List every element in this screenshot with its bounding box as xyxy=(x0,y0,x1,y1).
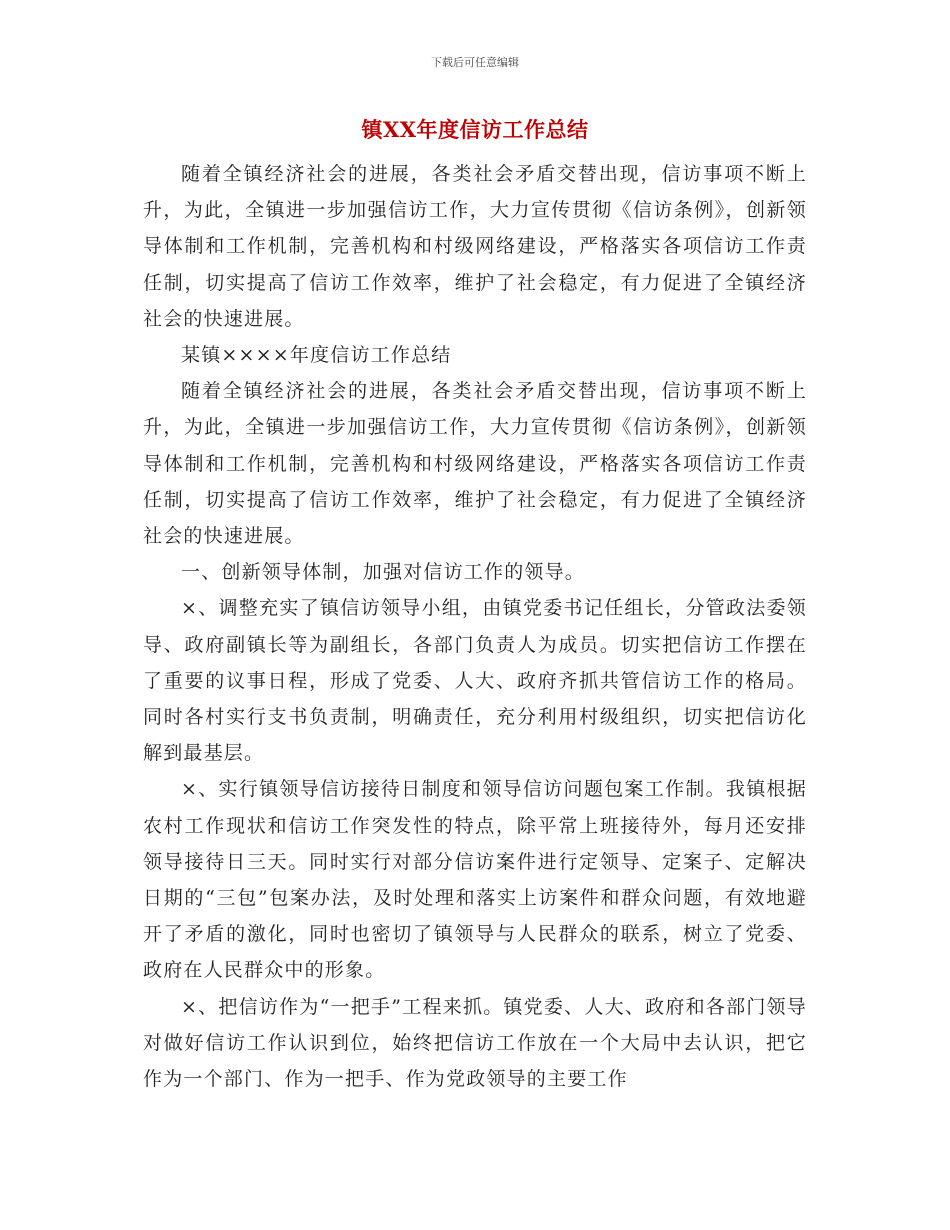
document-body xyxy=(143,156,807,1097)
header-note: 下载后可任意编辑 xyxy=(431,56,519,69)
paragraph-subtitle: 某镇××××年度信访工作总结 xyxy=(181,344,452,367)
section-heading-1: 一、创新领导体制，加强对信访工作的领导。 xyxy=(181,561,586,584)
paragraph-intro: 随着全镇经济社会的进展，各类社会矛盾交替出现，信访事项不断上升，为此，全镇进一步加强信访工作，大力宣传贯彻《信访条例》，创新领导体制和工作机制，完善机构和村级网络建设，严格落实各项信访工作责任制，切实提高了信访工作效率，维护了社会稳定，有力促进了全镇经济社会的快速进展。 xyxy=(143,163,807,330)
paragraph-item-3: ×、把信访作为“一把手”工程来抓。镇党委、人大、政府和各部门领导对做好信访工作认识到位，始终把信访工作放在一个大局中去认识，把它作为一个部门、作为一把手、作为党政领导的主要工作 xyxy=(143,995,807,1091)
paragraph-intro-repeat: 随着全镇经济社会的进展，各类社会矛盾交替出现，信访事项不断上升，为此，全镇进一步加强信访工作，大力宣传贯彻《信访条例》，创新领导体制和工作机制，完善机构和村级网络建设，严格落实各项信访工作责任制，切实提高了信访工作效率，维护了社会稳定，有力促进了全镇经济社会的快速进展。 xyxy=(143,380,807,548)
paragraph-item-1: ×、调整充实了镇信访领导小组，由镇党委书记任组长，分管政法委领导、政府副镇长等为副组长，各部门负责人为成员。切实把信访工作摆在了重要的议事日程，形成了党委、人大、政府齐抓共管信访工作的格局。同时各村实行支书负责制，明确责任，充分利用村级组织，切实把信访化解到最基层。 xyxy=(143,597,807,765)
document-title: 镇XX年度信访工作总结 xyxy=(361,117,589,142)
paragraph-item-2: ×、实行镇领导信访接待日制度和领导信访问题包案工作制。我镇根据农村工作现状和信访工作突发性的特点，除平常上班接待外，每月还安排领导接待日三天。同时实行对部分信访案件进行定领导、定案子、定解决日期的“三包”包案办法，及时处理和落实上访案件和群众问题，有效地避开了矛盾的激化，同时也密切了镇领导与人民群众的联系，树立了党委、政府在人民群众中的形象。 xyxy=(143,778,807,982)
